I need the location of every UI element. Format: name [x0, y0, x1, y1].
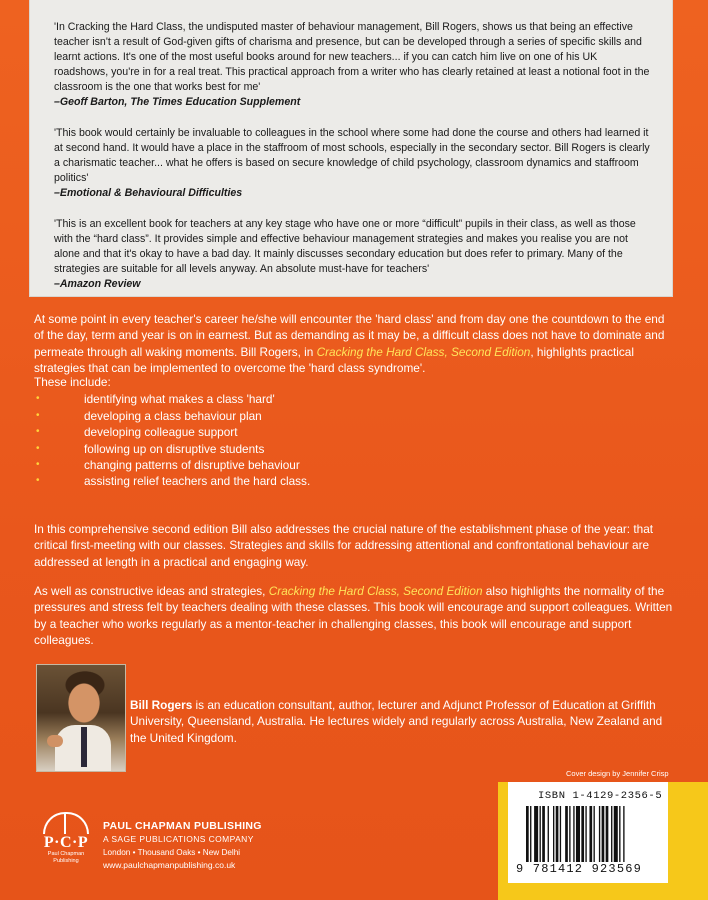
- logo-subtitle-1: Paul Chapman: [47, 851, 85, 857]
- barcode-bar: [589, 806, 592, 862]
- publisher-parent: A SAGE PUBLICATIONS COMPANY: [103, 834, 254, 844]
- intro-text-end: , highlights practical strategies that can be implemented to overcome the 'hard class syndrome'.: [34, 344, 634, 376]
- photo-hand: [47, 735, 63, 747]
- book-title-highlight: Cracking the Hard Class, Second Edition: [316, 344, 531, 359]
- author-bio-text: is an education consultant, author, lecturer and Adjunct Professor of Education at Griffith University, Queensland, Australia. He lectures widely and regularly across Australia, New Zealand and the United Kingdom.: [130, 698, 663, 745]
- isbn-label: ISBN 1-4129-2356-5: [538, 790, 663, 802]
- logo-letters: P·C·P: [43, 834, 89, 851]
- feature-text: changing patterns of disruptive behaviour: [84, 458, 300, 473]
- review-quote: 'This is an excellent book for teachers at any key stage who have one or more “difficult” pupils in their class, as well as those with the “hard class”. It provides simple and effective behaviour management strategies and makes you realise you are not alone and that it's okay to have a bad day. It mainly discusses secondary education but does refer to primary. Many of the strategies are suitable for all levels anyway. An absolute must-have for teachers': [54, 218, 636, 275]
- intro-text: At some point in every teacher's career he/she will encounter the 'hard class' and from day one the countdown to the end of the day, term and year is on in earnest. But as demanding as it may be, a difficult class does not have to dominate and permeate through all waking moments. Bill Rogers, in: [34, 312, 665, 359]
- bullet-icon: •: [36, 409, 40, 421]
- barcode-bar: [576, 806, 580, 862]
- second-edition-paragraph: In this comprehensive second edition Bill also addresses the crucial nature of the establishment phase of the year: that critical first-meeting with our classes. Strategies and skills for addressing attentional and confrontational behaviour are addressed at length in a practical and engaging way.: [34, 522, 654, 569]
- barcode-bar: [619, 806, 620, 862]
- publisher-url: www.paulchapmanpublishing.co.uk: [103, 860, 236, 870]
- barcode-icon: [526, 806, 656, 862]
- review-quote: 'This book would certainly be invaluable to colleagues in the school where some had done the course and others had learned it at second hand. It would have a place in the staffroom of most schools, especially in the secondary sector. Bill Rogers is clearly a charismatic teacher... what he offers is based on secure knowledge of child psychology, classroom dynamics and staffroom politics': [54, 127, 650, 184]
- feature-text: assisting relief teachers and the hard class.: [84, 474, 311, 489]
- feature-text: developing a class behaviour plan: [84, 408, 262, 423]
- publisher-info: [103, 820, 262, 872]
- feature-text: following up on disruptive students: [84, 441, 265, 456]
- review-1: [54, 20, 654, 110]
- barcode-bar: [599, 806, 600, 862]
- cover-design-credit: Cover design by Jennifer Crisp: [566, 769, 669, 778]
- barcode-bar: [556, 806, 559, 862]
- list-item: [34, 424, 674, 440]
- barcode-bar: [606, 806, 609, 862]
- barcode-bar: [565, 806, 568, 862]
- review-quote: 'In Cracking the Hard Class, the undisputed master of behaviour management, Bill Rogers, shows us that being an effective teacher isn't a result of God-given gifts of charisma and presence, but can be developed through a series of specific skills and learnt actions. It's one of the most useful books around for new teachers... if you can catch him live on one of his UK roadshows, you're in for a real treat. This practical approach from a writer who has clearly retained at least a notional foot in the classroom is the one that works best for me': [54, 21, 650, 93]
- list-item: [34, 457, 674, 473]
- review-attribution: –Geoff Barton, The Times Education Supplement: [54, 96, 301, 108]
- barcode-bar: [553, 806, 554, 862]
- barcode-bar: [548, 806, 549, 862]
- feature-text: developing colleague support: [84, 425, 238, 440]
- barcode-bar: [602, 806, 605, 862]
- features-intro: These include:: [34, 375, 111, 389]
- barcode-bar: [585, 806, 586, 862]
- bullet-icon: •: [36, 426, 40, 438]
- bullet-icon: •: [36, 393, 40, 405]
- list-item: [34, 391, 674, 407]
- barcode-bar: [573, 806, 574, 862]
- publisher-cities: London • Thousand Oaks • New Delhi: [103, 848, 241, 857]
- barcode-bar: [526, 806, 529, 862]
- review-attribution: –Amazon Review: [54, 278, 141, 290]
- book-title-highlight: Cracking the Hard Class, Second Edition: [268, 584, 483, 598]
- bullet-icon: •: [36, 459, 40, 471]
- barcode-bar: [534, 806, 538, 862]
- author-photo: [36, 664, 126, 772]
- barcode-bar: [560, 806, 561, 862]
- review-3: [54, 217, 654, 292]
- barcode-bar: [623, 806, 624, 862]
- publisher-name: PAUL CHAPMAN PUBLISHING: [103, 820, 262, 832]
- author-name: Bill Rogers: [130, 698, 193, 712]
- intro-paragraph: [34, 311, 674, 377]
- feature-text: identifying what makes a class 'hard': [84, 392, 275, 407]
- barcode-bar: [542, 806, 545, 862]
- closing-paragraph: [34, 583, 674, 649]
- ean-number: 9 781412 923569: [516, 862, 643, 876]
- closing-text-end: also highlights the normality of the pressures and stress felt by teachers dealing with these classes. This book will encourage and support colleagues. Written by a teacher who works regularly as a mentor-teacher in challenging classes, this book will encourage and support colleagues.: [34, 584, 673, 648]
- barcode-bar: [530, 806, 531, 862]
- list-item: [34, 441, 674, 457]
- bullet-icon: •: [36, 475, 40, 487]
- barcode-panel: [508, 782, 668, 883]
- barcode-bar: [611, 806, 612, 862]
- logo-subtitle-2: Publishing: [53, 857, 79, 864]
- barcode-bar: [540, 806, 541, 862]
- review-2: [54, 126, 654, 201]
- list-item: [34, 473, 674, 489]
- photo-tie: [81, 727, 87, 767]
- reviews-panel: [30, 0, 672, 296]
- author-bio: [130, 697, 670, 746]
- barcode-bar: [569, 806, 570, 862]
- barcode-bar: [614, 806, 618, 862]
- bullet-icon: •: [36, 442, 40, 454]
- barcode-bar: [594, 806, 595, 862]
- closing-text: As well as constructive ideas and strategies,: [34, 584, 269, 598]
- features-list: [34, 391, 674, 489]
- features-section: [34, 374, 674, 490]
- publisher-logo: [40, 812, 92, 876]
- list-item: [34, 408, 674, 424]
- barcode-bar: [581, 806, 584, 862]
- open-book-icon: [43, 812, 89, 834]
- review-attribution: –Emotional & Behavioural Difficulties: [54, 187, 243, 199]
